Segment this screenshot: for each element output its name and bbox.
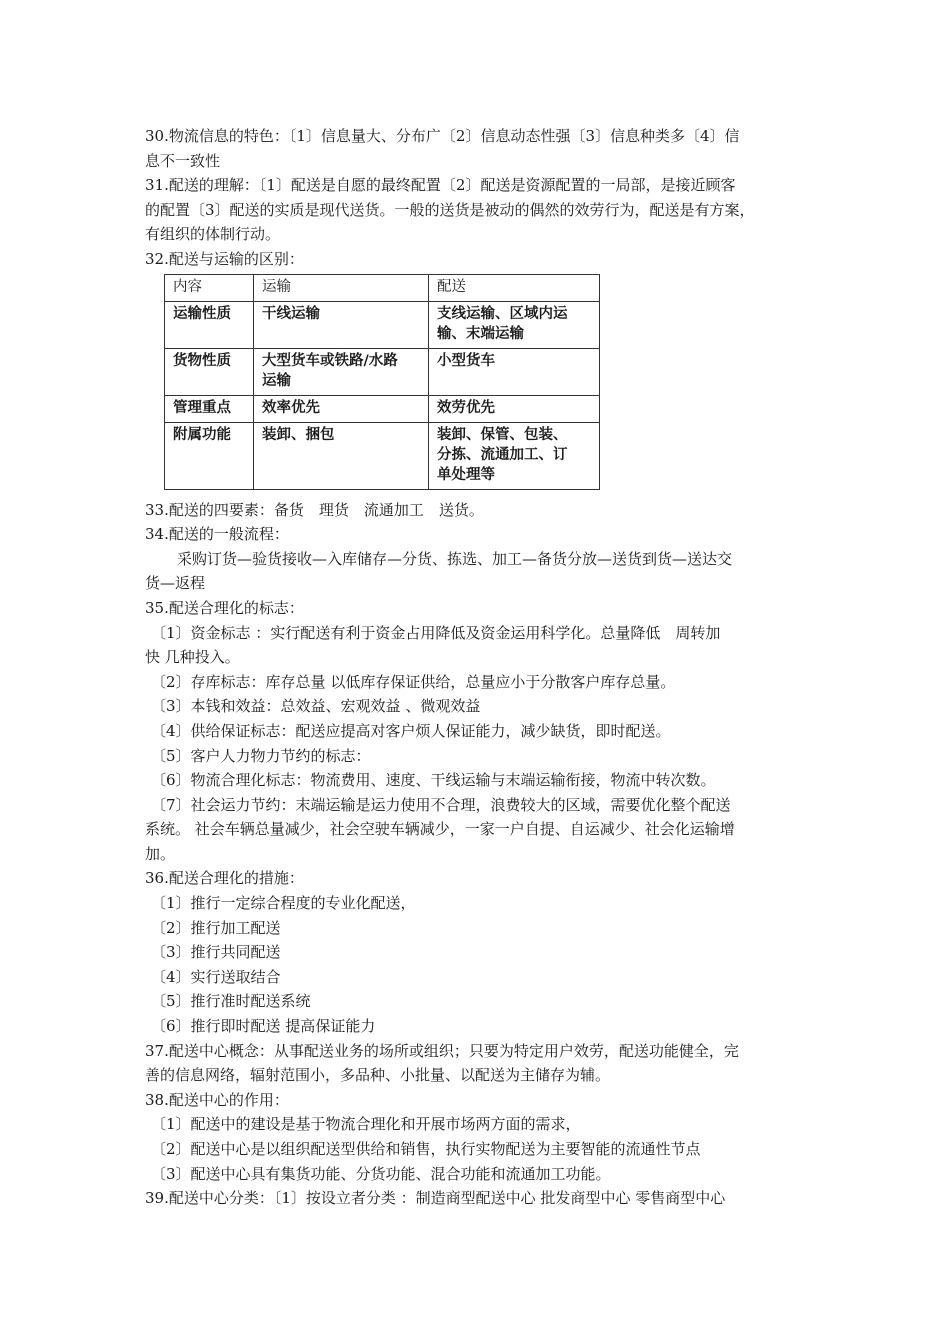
- item-30: [145, 124, 815, 173]
- item-34-body: [145, 547, 815, 596]
- item-31: [145, 173, 815, 247]
- list-item: 〔2〕存库标志：库存总量 以低库存保证供给，总量应小于分散客户库存总量。: [151, 672, 676, 691]
- table-cell: 附属功能: [165, 422, 254, 489]
- table-cell: 支线运输、区域内运 输、末端运输: [429, 301, 600, 348]
- table-row: [165, 395, 600, 422]
- comparison-table: [164, 274, 600, 490]
- list-item: 〔6〕推行即时配送 提高保证能力: [151, 1017, 376, 1036]
- list-item: 〔3〕配送中心具有集货功能、分货功能、混合功能和流通加工功能。: [151, 1164, 611, 1183]
- table-cell: 装卸、捆包: [254, 422, 429, 489]
- table-header-cell: 配送: [429, 274, 600, 301]
- item-34-title: 34.配送的一般流程：: [145, 525, 289, 544]
- text-line: 37.配送中心概念：从事配送业务的场所或组织；只要为特定用户效劳，配送功能健全，完: [145, 1041, 739, 1060]
- list-item: 〔4〕供给保证标志：配送应提高对客户烦人保证能力，减少缺货，即时配送。: [151, 721, 671, 740]
- table-cell: 干线运输: [254, 301, 429, 348]
- text-line: 〔1〕资金标志 ：实行配送有利于资金占用降低及资金运用科学化。总量降低 周转加: [151, 623, 721, 642]
- table-cell: 运输性质: [165, 301, 254, 348]
- text-line: 善的信息网络，辐射范围小，多品种、小批量、以配送为主储存为辅。: [145, 1066, 611, 1085]
- table-row: [165, 301, 600, 348]
- text-line: 30.物流信息的特色：〔1〕信息量大、分布广〔2〕信息动态性强〔3〕信息种类多〔4〕信: [145, 127, 740, 145]
- table-cell: 货物性质: [165, 348, 254, 395]
- text-line: 快 几种投入。: [145, 648, 240, 667]
- list-item: 〔1〕配送中的建设是基于物流合理化和开展市场两方面的需求，: [151, 1115, 581, 1134]
- item-39: 39.配送中心分类：〔1〕按设立者分类 ：制造商型配送中心 批发商型中心 零售商型中心: [145, 1189, 726, 1208]
- table-header-cell: 运输: [254, 274, 429, 301]
- item-37: [145, 1039, 815, 1088]
- item-38-title: 38.配送中心的作用：: [145, 1090, 289, 1109]
- list-item: 〔3〕推行共同配送: [151, 943, 281, 962]
- list-item: 〔3〕本钱和效益：总效益、宏观效益 、微观效益: [151, 697, 481, 716]
- table-cell: 小型货车: [429, 348, 600, 395]
- table-cell: 大型货车或铁路/水路 运输: [254, 348, 429, 395]
- text-line: 31.配送的理解：〔1〕配送是自愿的最终配置〔2〕配送是资源配置的一局部，是接近顾客: [145, 176, 736, 195]
- table-header-cell: 内容: [165, 274, 254, 301]
- table-row: [165, 348, 600, 395]
- list-item: 〔6〕物流合理化标志：物流费用、速度、干线运输与末端运输衔接，物流中转次数。: [151, 771, 716, 790]
- item-35-1: [145, 621, 815, 670]
- text-line: 货—返程: [145, 574, 206, 593]
- text-line: 有组织的体制行动。: [145, 225, 281, 244]
- item-33: 33.配送的四要素：备货 理货 流通加工 送货。: [145, 500, 484, 519]
- table-header-row: [165, 274, 600, 301]
- table-cell: 效率优先: [254, 395, 429, 422]
- table-cell: 管理重点: [165, 395, 254, 422]
- text-line: 系统。 社会车辆总量减少，社会空驶车辆减少，一家一户自提、自运减少、社会化运输增: [145, 820, 735, 839]
- list-item: 〔2〕推行加工配送: [151, 918, 281, 937]
- list-item: 〔2〕配送中心是以组织配送型供给和销售，执行实物配送为主要智能的流通性节点: [151, 1140, 701, 1158]
- text-line: 息不一致性: [145, 151, 221, 170]
- list-item: 〔5〕客户人力物力节约的标志：: [151, 746, 371, 765]
- list-item: 〔4〕实行送取结合: [151, 967, 281, 986]
- item-36-title: 36.配送合理化的措施：: [145, 869, 304, 888]
- text-line: 〔7〕社会运力节约：末端运输是运力使用不合理，浪费较大的区域，需要优化整个配送: [151, 795, 731, 814]
- text-line: 的配置〔3〕配送的实质是现代送货。一般的送货是被动的偶然的效劳行为，配送是有方案，: [145, 200, 755, 219]
- item-35-title: 35.配送合理化的标志：: [145, 598, 304, 617]
- table-row: [165, 422, 600, 489]
- document-page: [145, 124, 815, 1211]
- list-item: 〔5〕推行准时配送系统: [151, 992, 311, 1011]
- text-line: 加。: [145, 844, 176, 863]
- item-32-title: 32.配送与运输的区别：: [145, 249, 304, 268]
- item-35-7: [145, 793, 815, 867]
- table-cell: 效劳优先: [429, 395, 600, 422]
- text-line: 采购订货—验货接收—入库储存—分货、拣选、加工—备货分放—送货到货—送达交: [177, 549, 733, 568]
- list-item: 〔1〕推行一定综合程度的专业化配送，: [151, 894, 416, 913]
- table-cell: 装卸、保管、包装、 分拣、流通加工、订 单处理等: [429, 422, 600, 489]
